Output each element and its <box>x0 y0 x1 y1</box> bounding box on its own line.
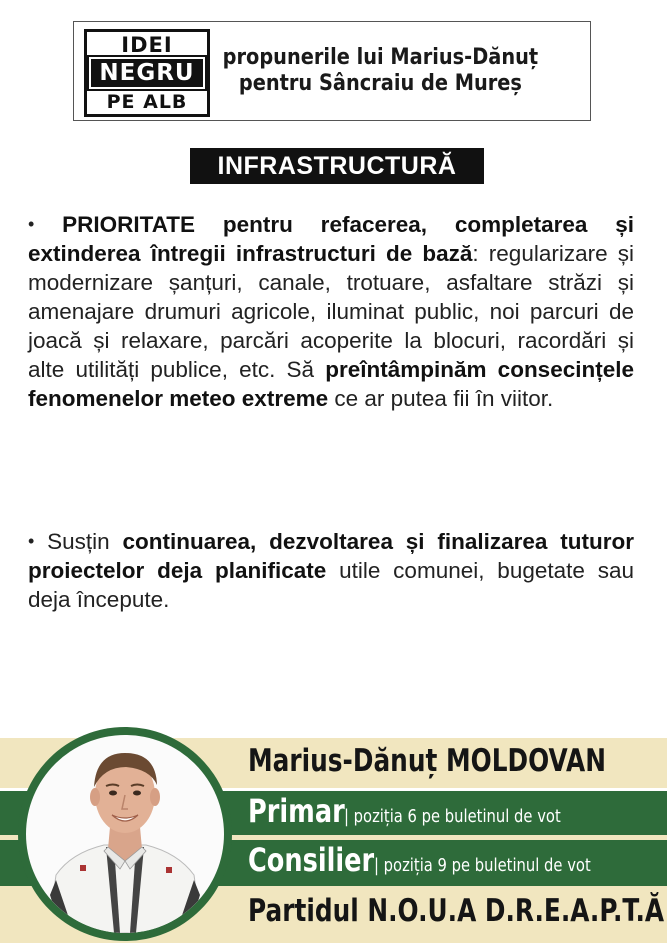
role-consilier: Consilier <box>248 841 375 879</box>
header-title <box>222 45 539 97</box>
section-title: INFRASTRUCTURĂ <box>190 148 484 184</box>
p2-text-2: utile comunei, bugetate sau deja începute. <box>28 558 634 612</box>
p1-bold-1: PRIORITATE pentru refacerea, completarea și extinderea întregii infrastructuri de bază <box>28 212 634 266</box>
idei-negru-pe-alb-logo <box>84 29 210 117</box>
role-primar-line <box>248 792 609 830</box>
p1-text-1: : regularizare și modernizare șanțuri, canale, trotuare, asfaltare străzi și amenajare drumuri agricole, iluminat public, noi parcuri de joacă și relaxare, parcări acoperite la blocuri, racordări și alte utilități publice, etc. Să <box>28 241 634 382</box>
header-title-line-1: propunerile lui Marius-Dănuț <box>222 45 539 70</box>
bullet-icon: • <box>28 214 35 234</box>
paragraph-project-continuation <box>28 527 634 614</box>
p2-text-1: Susțin <box>34 529 123 554</box>
role-primar-detail: | poziția 6 pe buletinul de vot <box>344 806 562 827</box>
role-primar: Primar <box>248 792 345 830</box>
role-consilier-line <box>248 841 639 879</box>
candidate-portrait-frame <box>18 727 232 941</box>
p2-bold-1: continuarea, dezvoltarea și finalizarea tuturor proiectelor deja planificate <box>28 529 634 583</box>
bullet-icon: • <box>28 531 35 551</box>
paragraph-infrastructure-priority <box>28 210 634 413</box>
logo-line-1: IDEI <box>121 33 173 57</box>
logo-line-2: NEGRU <box>89 57 205 89</box>
p1-text-2: ce ar putea fii în viitor. <box>328 386 554 411</box>
candidate-portrait-illustration <box>26 735 224 933</box>
party-name: Partidul N.O.U.A D.R.E.A.P.T.Ă <box>248 893 665 929</box>
header-title-line-2: pentru Sâncraiu de Mureș <box>238 71 522 96</box>
p1-bold-2: preîntâmpinăm consecințele fenomenelor meteo extreme <box>28 357 634 411</box>
logo-line-3: PE ALB <box>106 91 188 113</box>
candidate-portrait <box>26 735 224 933</box>
header-box <box>73 21 591 121</box>
candidate-name: Marius-Dănuț MOLDOVAN <box>248 743 607 779</box>
role-consilier-detail: | poziția 9 pe buletinul de vot <box>374 855 592 876</box>
